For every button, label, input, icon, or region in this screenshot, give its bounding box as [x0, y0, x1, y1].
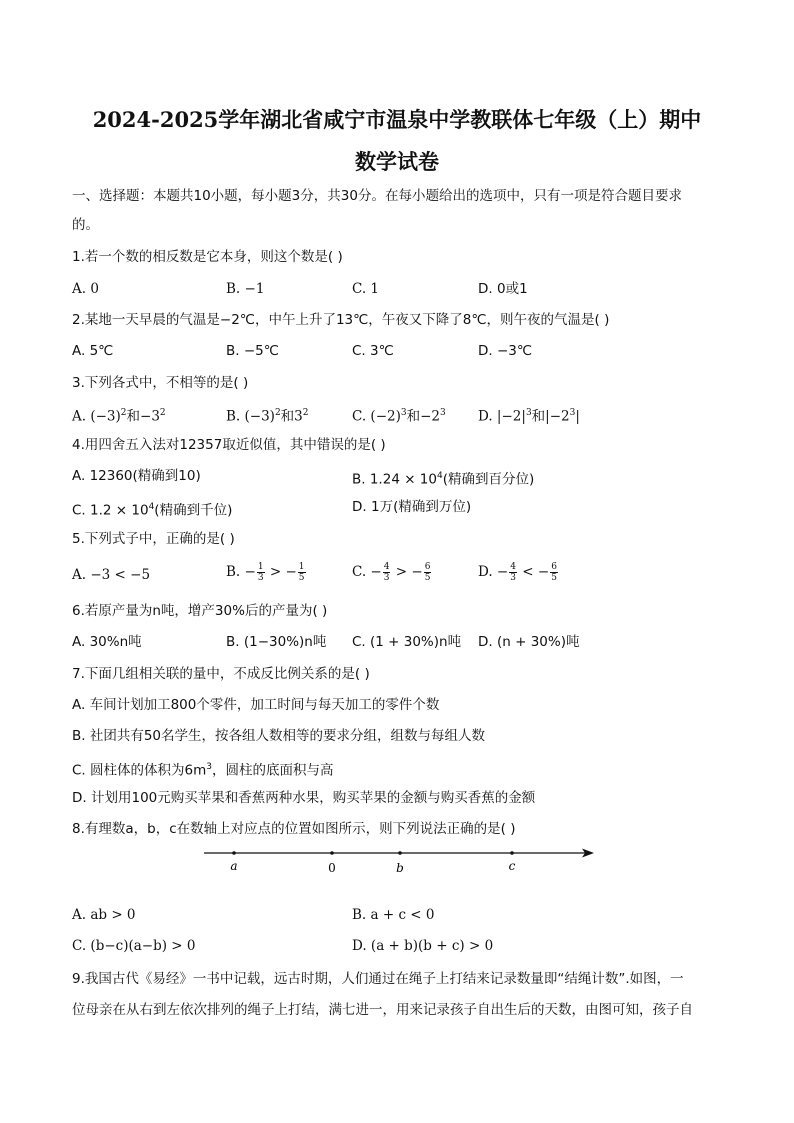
question-4-stem: 4.用四舍五入法对12357取近似值，其中错误的是( ): [72, 437, 386, 453]
q4-option-b: B. $1.24 \times 10^4$(精确到百分位): [352, 471, 535, 488]
q5-option-c: C. − $\frac{4}{3}$ > − $\frac{6}{5}$: [352, 562, 431, 583]
point-b: [398, 851, 402, 855]
fraction: $\frac{4}{3}$: [383, 562, 390, 583]
label-c: c: [508, 859, 516, 873]
point-c: [510, 851, 514, 855]
section-heading-line1: 一、选择题：本题共10小题，每小题3分，共30分。在每小题给出的选项中，只有一项是符合题目要求: [72, 188, 682, 204]
question-7-stem: 7.下面几组相关联的量中，不成反比例关系的是( ): [72, 666, 370, 682]
q7-option-c: C. 圆柱体的体积为$6m^3$，圆柱的底面积与高: [72, 762, 334, 779]
q4-option-c: C. $1.2 \times 10^4$(精确到千位): [72, 502, 233, 519]
label-a: a: [230, 859, 238, 873]
q8-option-b: B. a + c < 0: [352, 907, 435, 923]
q5-option-d: D. − $\frac{4}{3}$ < − $\frac{6}{5}$: [478, 562, 557, 583]
q2-option-c: C. 3℃: [352, 343, 394, 359]
label-zero: 0: [328, 861, 336, 875]
q3-option-c: C. $(-2)^3$和$-2^3$: [352, 408, 446, 425]
question-2-stem: 2.某地一天早晨的气温是−2℃，中午上升了13℃，午夜又下降了8℃，则午夜的气温是( ): [72, 312, 610, 328]
question-8-stem: 8.有理数a，b，c在数轴上对应点的位置如图所示，则下列说法正确的是( ): [72, 821, 516, 837]
question-5-stem: 5.下列式子中，正确的是( ): [72, 531, 235, 547]
page-title-line1: 2024-2025学年湖北省咸宁市温泉中学教联体七年级（上）期中: [92, 107, 702, 132]
question-6-stem: 6.若原产量为n吨，增产30%后的产量为( ): [72, 603, 328, 619]
fraction: $\frac{6}{5}$: [424, 562, 431, 583]
q3-option-b: B. $(-3)^2$和$3^2$: [226, 408, 309, 425]
q3-option-a: A. $(-3)^2$和$-3^2$: [72, 408, 166, 425]
q4-option-d: D. 1万(精确到万位): [352, 499, 472, 515]
fraction: $\frac{6}{5}$: [551, 562, 557, 583]
q7-option-d: D. 计划用100元购买苹果和香蕉两种水果，购买苹果的金额与购买香蕉的金额: [72, 790, 536, 806]
q1-option-d: D. 0或1: [478, 281, 528, 297]
q1-option-b: B. −1: [226, 281, 265, 297]
q7-option-b: B. 社团共有50名学生，按各组人数相等的要求分组，组数与每组人数: [72, 728, 486, 744]
section-heading-line2: 的。: [72, 217, 99, 233]
q8-option-d: D. (a + b)(b + c) > 0: [352, 938, 494, 954]
q3-option-d: D. $|-2|^3$和$|-2^3|$: [478, 408, 580, 425]
q8-option-c: C. (b−c)(a−b) > 0: [72, 938, 196, 954]
q2-option-d: D. −3℃: [478, 343, 533, 359]
number-line-figure: [200, 840, 600, 880]
q6-option-b: B. (1−30%)n吨: [226, 634, 327, 650]
question-1-stem: 1.若一个数的相反数是它本身，则这个数是( ): [72, 249, 343, 265]
q1-option-c: C. 1: [352, 281, 380, 297]
question-3-stem: 3.下列各式中，不相等的是( ): [72, 375, 249, 391]
q6-option-d: D. (n + 30%)吨: [478, 634, 580, 650]
q4-option-a: A. 12360(精确到10): [72, 468, 201, 484]
q5-option-b: B. − $\frac{1}{3}$ > − $\frac{1}{5}$: [226, 562, 305, 583]
q6-option-c: C. (1 + 30%)n吨: [352, 634, 462, 650]
question-9-line2: 位母亲在从右到左依次排列的绳子上打结，满七进一，用来记录孩子自出生后的天数，由图可知，孩子自: [72, 1002, 693, 1018]
question-9-line1: 9.我国古代《易经》一书中记载，远古时期，人们通过在绳子上打结来记录数量即“结绳计数”.如图，一: [72, 971, 684, 987]
point-zero: [330, 851, 334, 855]
fraction: $\frac{1}{3}$: [257, 562, 264, 583]
q6-option-a: A. 30%n吨: [72, 634, 142, 650]
page-title-line2: 数学试卷: [355, 149, 439, 174]
q1-option-a: A. 0: [72, 281, 99, 297]
q2-option-a: A. 5℃: [72, 343, 114, 359]
label-b: b: [396, 861, 404, 875]
q8-option-a: A. ab > 0: [72, 907, 136, 923]
q7-option-a: A. 车间计划加工800个零件，加工时间与每天加工的零件个数: [72, 697, 440, 713]
point-a: [232, 851, 236, 855]
fraction: $\frac{4}{3}$: [510, 562, 516, 583]
q5-option-a: A. −3 < −5: [72, 567, 151, 583]
q2-option-b: B. −5℃: [226, 343, 279, 359]
fraction: $\frac{1}{5}$: [298, 562, 305, 583]
